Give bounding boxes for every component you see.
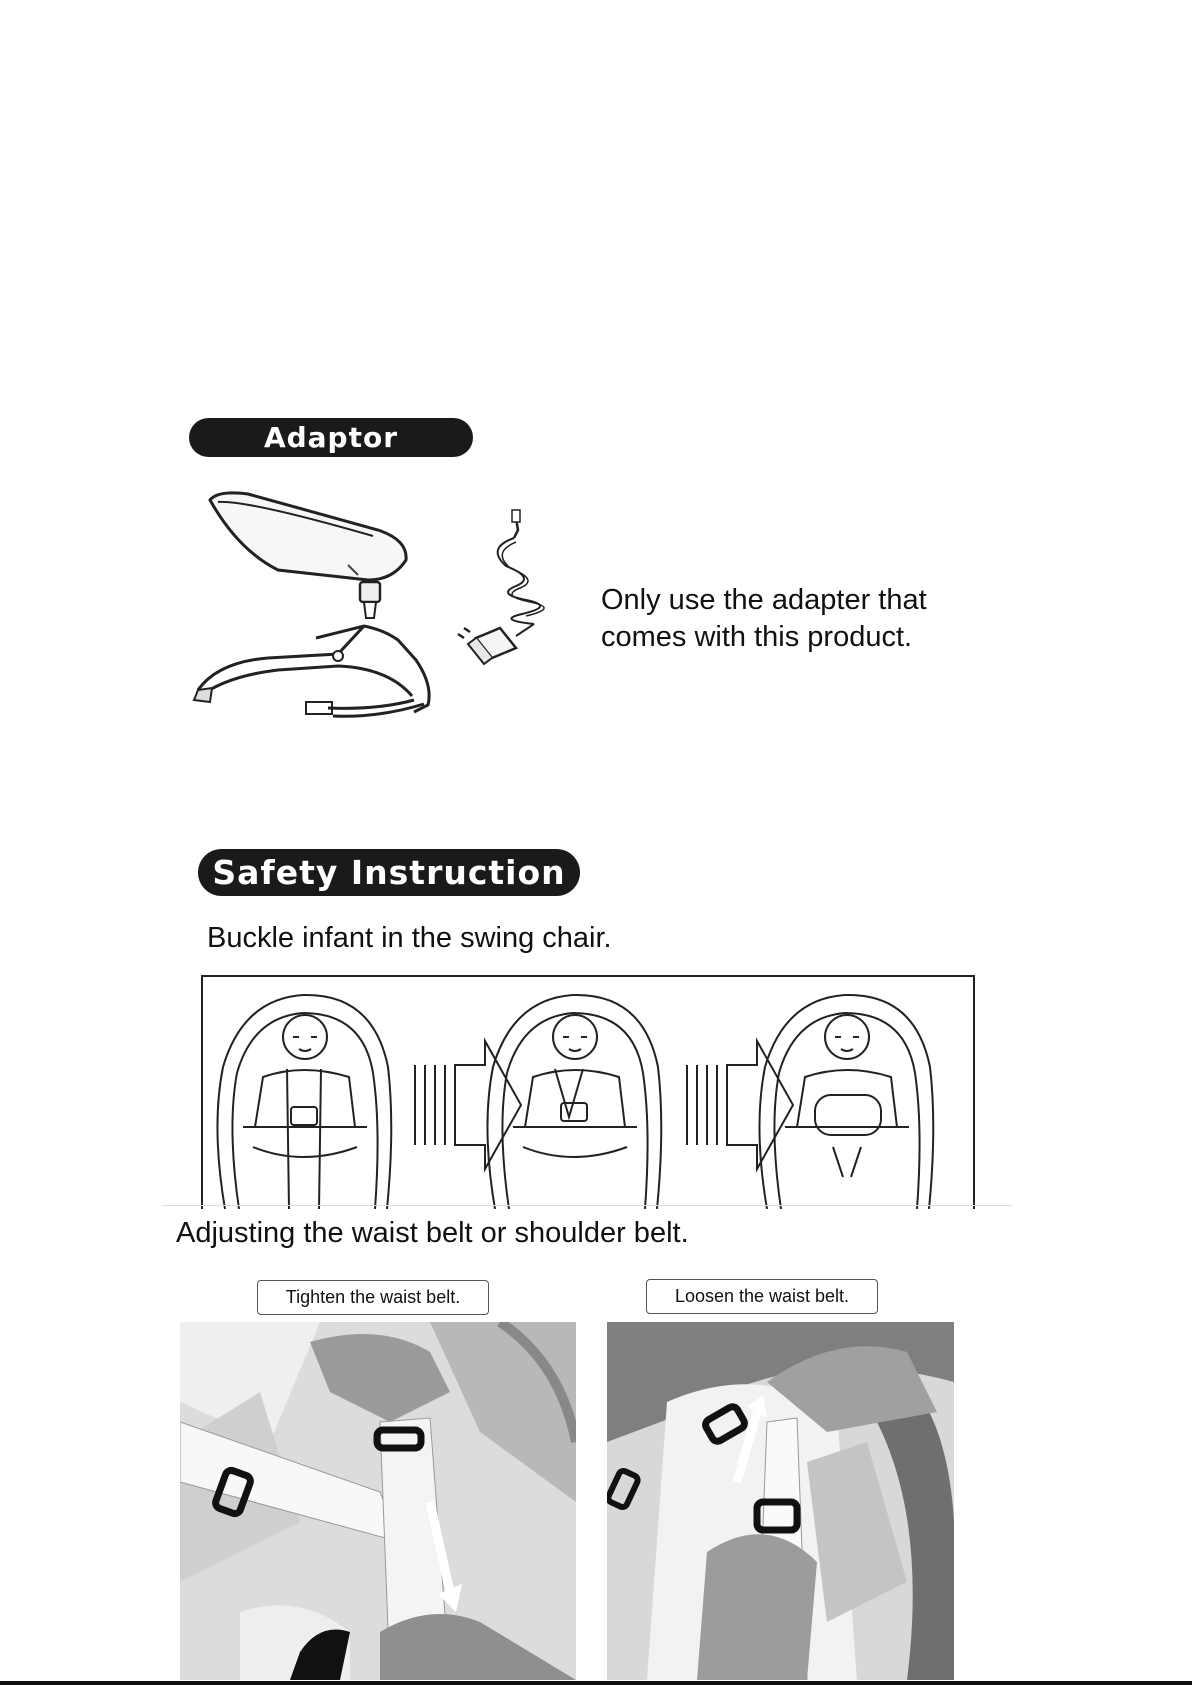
tighten-belt-photo (180, 1322, 576, 1680)
section-divider (162, 1205, 1012, 1206)
loosen-belt-label: Loosen the waist belt. (646, 1279, 878, 1314)
buckle-steps-panel (201, 975, 975, 1209)
tighten-belt-label: Tighten the waist belt. (257, 1280, 489, 1315)
loosen-belt-image (607, 1322, 954, 1680)
buckle-instruction: Buckle infant in the swing chair. (207, 922, 612, 954)
tighten-belt-image (180, 1322, 576, 1680)
adjust-belt-title: Adjusting the waist belt or shoulder belt. (176, 1217, 689, 1249)
swing-parts-illustration (188, 490, 448, 730)
adapter-note-line2: comes with this product. (601, 621, 913, 653)
safety-heading: Safety Instruction (198, 849, 580, 896)
adaptor-heading: Adaptor (189, 418, 473, 457)
buckle-steps-illustration (203, 977, 973, 1209)
adapter-note-line1: Only use the adapter that (601, 584, 927, 616)
loosen-belt-photo (607, 1322, 954, 1680)
adapter-note (601, 582, 981, 656)
power-adapter-icon (456, 508, 576, 688)
page-bottom-rule (0, 1681, 1192, 1685)
